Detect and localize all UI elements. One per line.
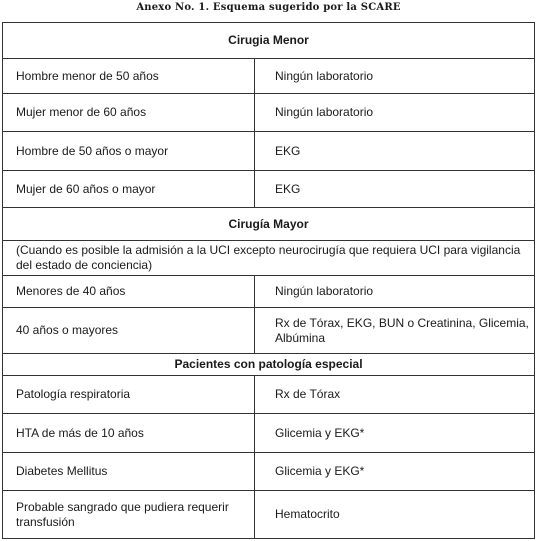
- table-caption: Anexo No. 1. Esquema sugerido por la SCARE: [136, 2, 401, 13]
- test-cell: Rx de Tórax, EKG, BUN o Creatinina, Glicemia, Albúmina: [255, 308, 535, 354]
- test-cell: Rx de Tórax: [255, 376, 535, 414]
- test-cell: Glicemia y EKG*: [255, 414, 535, 453]
- test-cell: Ningún laboratorio: [255, 276, 535, 308]
- group-cell: Menores de 40 años: [3, 276, 255, 308]
- section-title-minor: Cirugia Menor: [3, 23, 535, 59]
- group-cell: Patología respiratoria: [3, 376, 255, 414]
- section-note: (Cuando es posible la admisión a la UCI excepto neurocirugía que requiera UCI para vigilancia del estado de conciencia): [3, 241, 535, 276]
- table-row: [3, 94, 535, 132]
- group-cell: Diabetes Mellitus: [3, 453, 255, 491]
- table-row: [3, 414, 535, 453]
- test-cell: EKG: [255, 132, 535, 171]
- test-cell: Glicemia y EKG*: [255, 453, 535, 491]
- group-cell: Probable sangrado que pudiera requerir transfusión: [3, 491, 255, 539]
- group-cell: HTA de más de 10 años: [3, 414, 255, 453]
- section-title-major: Cirugía Mayor: [3, 208, 535, 241]
- group-cell: Hombre de 50 años o mayor: [3, 132, 255, 171]
- test-cell: Ningún laboratorio: [255, 94, 535, 132]
- test-cell: Ningún laboratorio: [255, 59, 535, 94]
- section-title-special: Pacientes con patología especial: [3, 354, 535, 376]
- table-row: [3, 453, 535, 491]
- scare-table: [2, 22, 535, 539]
- table-row: [3, 171, 535, 208]
- test-cell: Hematocrito: [255, 491, 535, 539]
- group-cell: Hombre menor de 50 años: [3, 59, 255, 94]
- table-row: [3, 491, 535, 539]
- table-row: [3, 276, 535, 308]
- table-row: [3, 308, 535, 354]
- test-cell: EKG: [255, 171, 535, 208]
- table-row: [3, 132, 535, 171]
- group-cell: 40 años o mayores: [3, 308, 255, 354]
- table-row: [3, 376, 535, 414]
- group-cell: Mujer de 60 años o mayor: [3, 171, 255, 208]
- table-row: [3, 59, 535, 94]
- group-cell: Mujer menor de 60 años: [3, 94, 255, 132]
